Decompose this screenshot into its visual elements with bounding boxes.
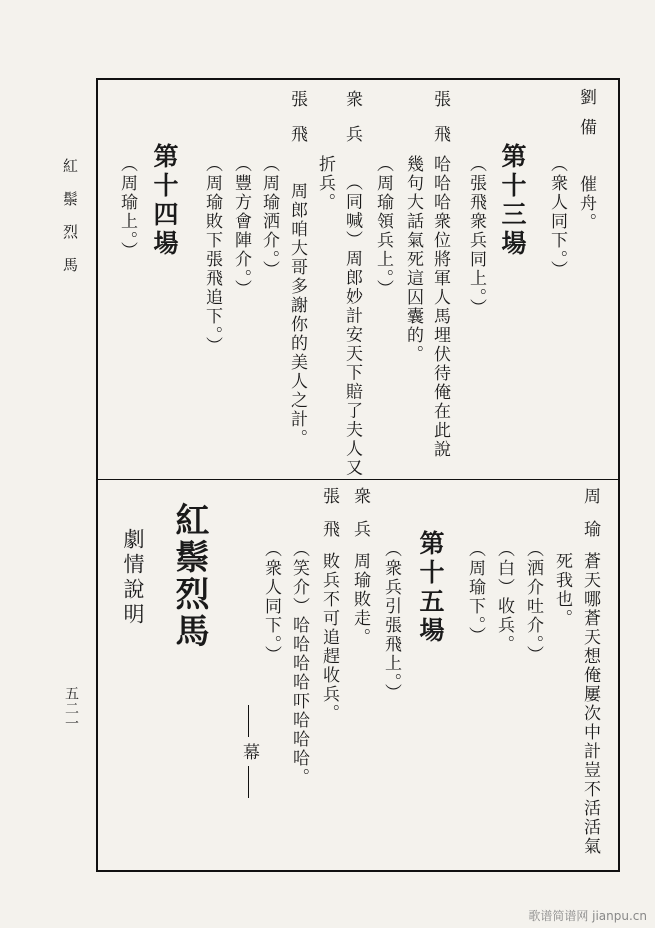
stage-direction: （洒介吐介。） (523, 540, 543, 665)
dialogue-line: 哈哈哈衆位將軍人馬埋伏待俺在此說 (430, 155, 450, 459)
dialogue-line: 幾句大話氣死這囚囊的。 (403, 155, 423, 364)
speaker-zhangfei: 張 (287, 90, 307, 109)
scene-heading-13: 第十三場 (498, 143, 527, 259)
page-number: 五二一 (63, 686, 79, 731)
dialogue-line: 兵 （同喊）周郎妙計安天下賠了夫人又 (342, 125, 362, 478)
speaker-soldiers: 衆 (342, 90, 362, 109)
side-title: 紅鬃烈馬 (61, 158, 79, 290)
dialogue-line: 周瑜敗走。 (350, 552, 370, 647)
scene-heading-14: 第十四場 (150, 143, 179, 259)
speaker-soldiers-2: 兵 (350, 520, 370, 539)
dialogue-line: 折兵。 (315, 155, 335, 212)
stage-direction: （張飛衆兵同上。） (466, 155, 486, 318)
stage-direction: （周瑜敗下張飛追下。） (202, 155, 222, 356)
curtain-line-top (248, 705, 249, 737)
watermark: 歌谱简谱网 jianpu.cn (528, 909, 647, 923)
scene-heading-15: 第十五場 (416, 530, 445, 646)
curtain-line-bottom (248, 766, 249, 798)
stage-direction: （白）收兵。 (494, 540, 514, 654)
speaker-zhangfei-1: 張 (319, 487, 339, 506)
stage-direction: （周瑜上。） (117, 155, 137, 261)
speaker-zhouyu-1: 周 (580, 487, 600, 506)
line-liubei: 備 催舟。 (576, 118, 596, 232)
speaker-zhouyu-2: 瑜 (580, 520, 600, 539)
speaker-zhangfei-1: 張 (430, 90, 450, 109)
stage-direction: （周瑜領兵上。） (373, 155, 393, 299)
speaker-soldiers-1: 衆 (350, 487, 370, 506)
speaker-zhangfei-2: 飛 (319, 520, 339, 539)
dialogue-line: （笑介）哈哈哈哈吓哈哈哈。 (289, 540, 309, 787)
stage-direction: （周瑜洒介。） (259, 155, 279, 280)
curtain-mark: 幕 (239, 743, 259, 762)
stage-direction: （周瑜下。） (465, 540, 485, 646)
speaker-liu: 劉 (576, 88, 596, 107)
stage-direction: （衆兵引張飛上。） (381, 540, 401, 703)
page-divider (98, 479, 618, 480)
dialogue-line: 飛 周郎咱大哥多謝你的美人之計。 (287, 125, 307, 448)
dialogue-line: 蒼天哪蒼天想俺屢次中計豈不活活氣 (580, 552, 600, 856)
section-subtitle: 劇情說明 (121, 528, 145, 628)
dialogue-line: 敗兵不可追趕收兵。 (319, 552, 339, 723)
stage-direction: （豐方會陣介。） (231, 155, 251, 299)
speaker-zhangfei-2: 飛 (430, 125, 450, 144)
dialogue-line: 死我也。 (552, 552, 572, 628)
book-title: 紅鬃烈馬 (169, 502, 209, 650)
stage-direction: （衆人同下。） (547, 155, 567, 280)
stage-direction: （衆人同下。） (261, 540, 281, 665)
